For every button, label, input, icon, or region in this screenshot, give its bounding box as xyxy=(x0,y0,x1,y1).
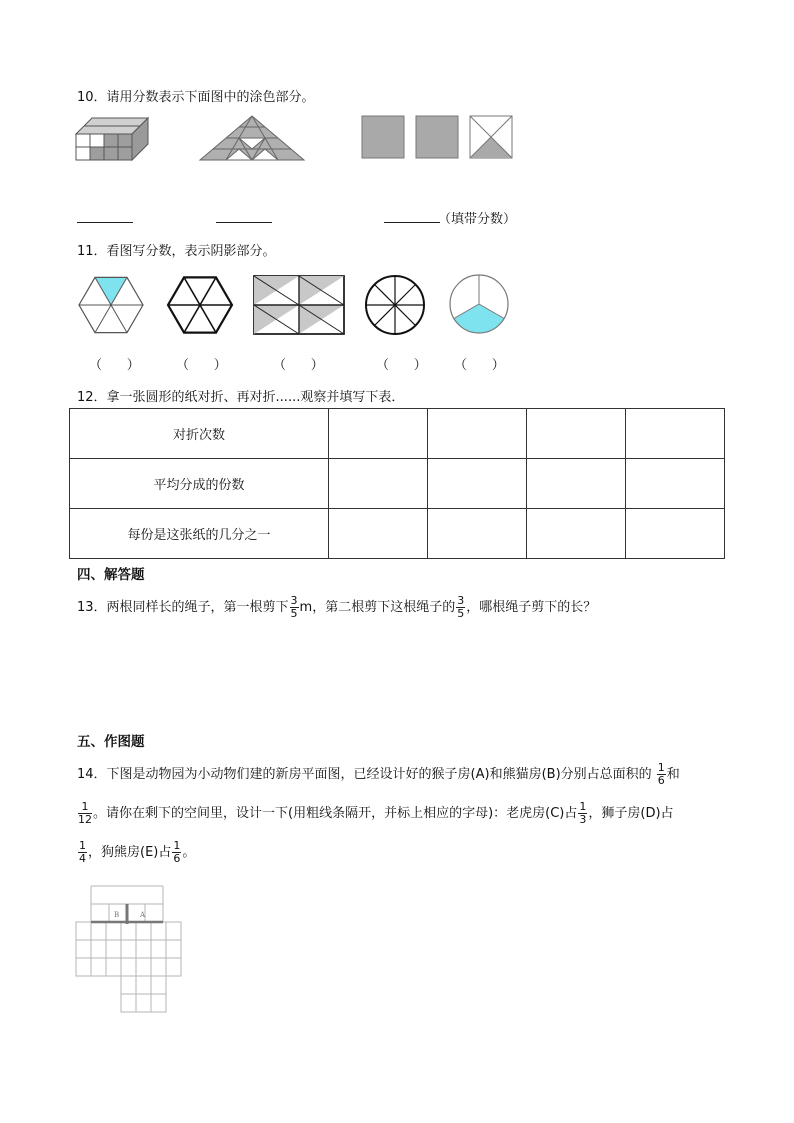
q11-hexagon-1 xyxy=(75,274,147,336)
row-label-parts: 平均分成的份数 xyxy=(70,459,329,509)
q13-part-c: ，哪根绳子剪下的长？ xyxy=(466,600,597,615)
room-label-a: A xyxy=(140,911,146,919)
q14-line-3 xyxy=(77,840,195,865)
fraction-denominator: 5 xyxy=(457,607,465,620)
q14-text-3b: 。 xyxy=(182,845,196,860)
q12-table xyxy=(69,408,725,559)
section-5-title: 五、作图题 xyxy=(77,734,145,750)
q13-fraction-2 xyxy=(456,595,465,620)
q11-answer-3[interactable]: （ ） xyxy=(273,358,324,373)
fraction-denominator: 4 xyxy=(79,852,86,865)
q10-blank-3[interactable] xyxy=(384,222,440,223)
table-cell[interactable] xyxy=(527,409,626,459)
q14-fraction-2 xyxy=(78,801,92,826)
q11-answer-4[interactable]: （ ） xyxy=(376,358,427,373)
q10-blank-2[interactable] xyxy=(216,222,272,223)
q14-fraction-3 xyxy=(578,801,587,826)
q10-cuboid-figure xyxy=(74,114,152,162)
table-row xyxy=(70,409,725,459)
table-cell[interactable] xyxy=(527,459,626,509)
table-cell[interactable] xyxy=(329,459,428,509)
room-label-b: B xyxy=(114,911,120,919)
table-cell[interactable] xyxy=(428,409,527,459)
q14-text-1b: 和 xyxy=(666,767,680,782)
q14-floor-plan[interactable] xyxy=(74,884,184,1014)
table-cell[interactable] xyxy=(329,509,428,559)
table-cell[interactable] xyxy=(626,459,725,509)
fraction-numerator: 1 xyxy=(79,839,86,852)
q12-text: 12．拿一张圆形的纸对折、再对折......观察并填写下表． xyxy=(77,390,405,405)
q13-fraction-1 xyxy=(290,595,299,620)
q11-text: 11．看图写分数，表示阴影部分。 xyxy=(77,244,276,259)
q14-fraction-4 xyxy=(78,840,87,865)
table-cell[interactable] xyxy=(428,459,527,509)
q14-fraction-1 xyxy=(657,762,666,787)
q14-fraction-5 xyxy=(172,840,181,865)
table-cell[interactable] xyxy=(329,409,428,459)
table-cell[interactable] xyxy=(626,509,725,559)
q14-text-1a: 14．下图是动物园为小动物们建的新房平面图，已经设计好的猴子房(A)和熊猫房(B)分别占总面积的 xyxy=(77,767,652,782)
q10-note: （填带分数） xyxy=(438,212,517,227)
q14-text-3a: ，狗熊房(E)占 xyxy=(88,845,172,860)
table-cell[interactable] xyxy=(626,409,725,459)
q11-answer-1[interactable]: （ ） xyxy=(89,358,140,373)
fraction-numerator: 1 xyxy=(657,761,665,774)
fraction-denominator: 12 xyxy=(78,813,92,826)
q11-answer-5[interactable]: （ ） xyxy=(454,358,505,373)
q13-text xyxy=(77,595,596,620)
row-label-fold-count: 对折次数 xyxy=(70,409,329,459)
fraction-denominator: 5 xyxy=(290,607,298,620)
fraction-numerator: 1 xyxy=(579,800,587,813)
fraction-numerator: 3 xyxy=(457,594,465,607)
fraction-numerator: 1 xyxy=(78,801,92,814)
q11-circle-3 xyxy=(447,272,511,336)
q11-circle-8 xyxy=(364,274,426,336)
section-4-title: 四、解答题 xyxy=(77,567,145,583)
fraction-denominator: 3 xyxy=(579,813,587,826)
q10-squares-figure xyxy=(360,114,520,160)
q14-line-2 xyxy=(77,801,674,826)
q11-answer-2[interactable]: （ ） xyxy=(176,358,227,373)
fraction-denominator: 6 xyxy=(657,774,665,787)
q13-part-b: m，第二根剪下这根绳子的 xyxy=(299,600,456,615)
q10-triangle-figure xyxy=(198,114,306,162)
table-row xyxy=(70,509,725,559)
table-cell[interactable] xyxy=(428,509,527,559)
fraction-numerator: 1 xyxy=(173,839,181,852)
q10-blank-1[interactable] xyxy=(77,222,133,223)
q14-text-2b: ，狮子房(D)占 xyxy=(588,806,674,821)
q11-rectangle-grid xyxy=(252,274,346,336)
table-row xyxy=(70,459,725,509)
q10-text: 10．请用分数表示下面图中的涂色部分。 xyxy=(77,90,315,105)
row-label-fraction: 每份是这张纸的几分之一 xyxy=(70,509,329,559)
q14-line-1 xyxy=(77,762,680,787)
q13-part-a: 13．两根同样长的绳子，第一根剪下 xyxy=(77,600,289,615)
fraction-numerator: 3 xyxy=(290,594,298,607)
q11-hexagon-2 xyxy=(164,274,236,336)
table-cell[interactable] xyxy=(527,509,626,559)
q14-text-2a: 。请你在剩下的空间里，设计一下(用粗线条隔开，并标上相应的字母)：老虎房(C)占 xyxy=(93,806,578,821)
fraction-denominator: 6 xyxy=(173,852,181,865)
